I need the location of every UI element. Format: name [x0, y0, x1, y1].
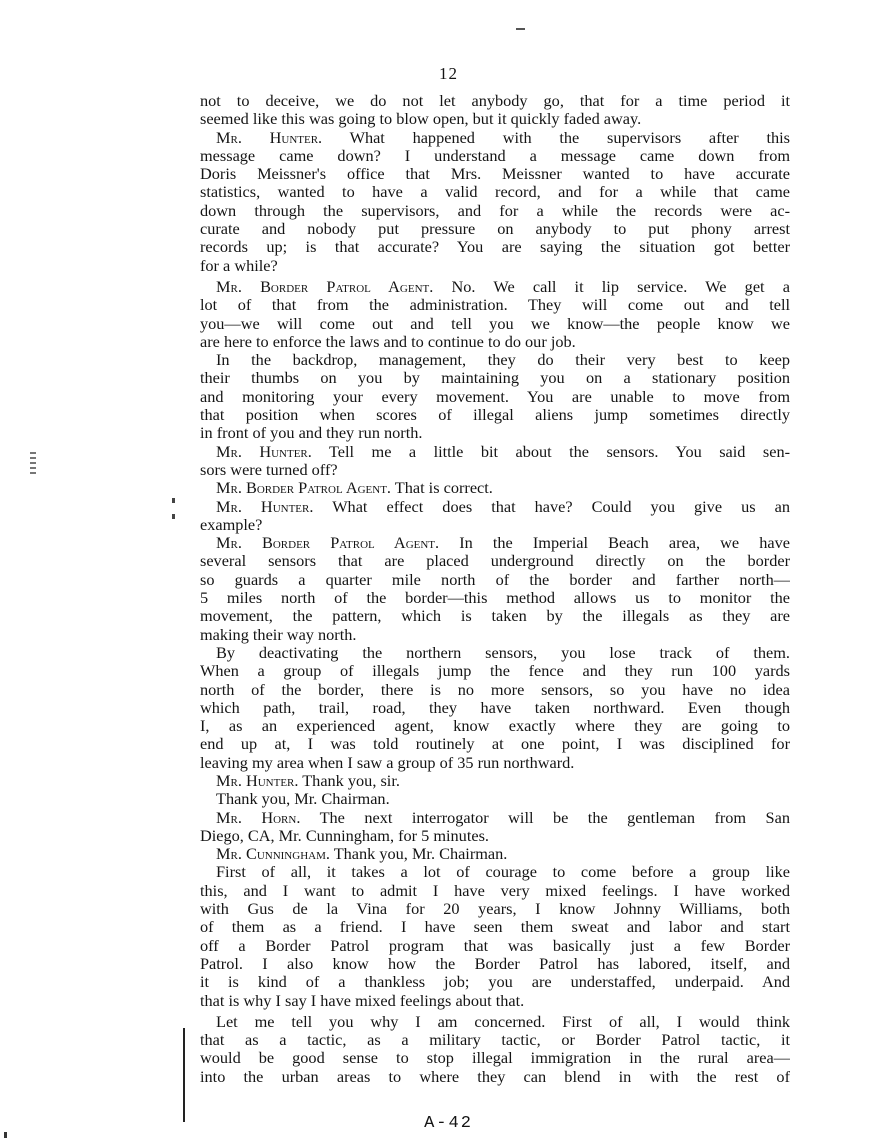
line-text: Tell me a little bit about the sensors. You said sen-: [311, 442, 790, 461]
transcript-line: [200, 1031, 790, 1049]
line-text: statistics, wanted to have a valid record, and for a while that came: [200, 183, 790, 202]
line-text: would be good sense to stop illegal immigration in the rural area—: [200, 1049, 790, 1068]
line-text: By deactivating the northern sensors, you lose track of them.: [216, 643, 790, 662]
line-text: message came down? I understand a message came down from: [200, 146, 790, 165]
transcript-line: [200, 552, 790, 570]
line-text: that as a tactic, as a military tactic, or Border Patrol tactic, it: [200, 1031, 790, 1050]
transcript-line: [200, 937, 790, 955]
margin-tick-mark: [172, 514, 175, 519]
line-text: In the backdrop, management, they do their very best to keep: [216, 351, 790, 370]
transcript-line: [200, 202, 790, 220]
transcript-line: [200, 571, 790, 589]
line-text: for a while?: [200, 256, 278, 275]
margin-tick-mark: [172, 498, 175, 503]
line-text: In the Imperial Beach area, we have: [439, 534, 790, 553]
transcript-line: [200, 1049, 790, 1067]
transcript-line: [200, 479, 790, 497]
transcript-line: [200, 827, 790, 845]
transcript-line: [200, 443, 790, 461]
transcript-line: [200, 220, 790, 238]
line-text: First of all, it takes a lot of courage to come before a group like: [216, 863, 790, 882]
line-text: Thank you, Mr. Chairman.: [216, 790, 390, 809]
line-text: What effect does that have? Could you give us an: [313, 497, 790, 516]
transcript-line: [200, 992, 790, 1010]
transcript-line: [200, 534, 790, 552]
transcript-line: [200, 238, 790, 256]
transcript-line: [200, 955, 790, 973]
line-text: with Gus de la Vina for 20 years, I know Johnny Williams, both: [200, 900, 790, 919]
speaker-name: Mr. Cunningham.: [216, 845, 330, 864]
line-text: No. We call it lip service. We get a: [433, 277, 790, 296]
page-number: 12: [439, 64, 458, 83]
transcript-line: [200, 1013, 790, 1031]
transcript-line: [200, 699, 790, 717]
transcript-line: [200, 918, 790, 936]
line-text: you—we will come out and tell you we know—the people know we: [200, 314, 790, 333]
speaker-name: Mr. Horn.: [216, 808, 301, 827]
transcript-line: [200, 498, 790, 516]
transcript-line: [200, 406, 790, 424]
line-text: Diego, CA, Mr. Cunningham, for 5 minutes.: [200, 826, 489, 845]
line-text: What happened with the supervisors after this: [322, 128, 790, 147]
line-text: curate and nobody put pressure on anybody to put phony arrest: [200, 220, 790, 239]
line-text: their thumbs on you by maintaining you on a stationary position: [200, 369, 790, 388]
transcript-line: [200, 165, 790, 183]
transcript-line: [200, 882, 790, 900]
speaker-name: Mr. Hunter.: [216, 497, 314, 516]
line-text: 5 miles north of the border—this method allows us to monitor the: [200, 589, 790, 608]
line-text: Doris Meissner's office that Mrs. Meissner wanted to have accurate: [200, 165, 790, 184]
line-text: into the urban areas to where they can blend in with the rest of: [200, 1067, 790, 1086]
speaker-name: Mr. Border Patrol Agent.: [216, 479, 391, 498]
line-text: of them as a friend. I have seen them sweat and labor and start: [200, 918, 790, 937]
transcript-line: [200, 257, 790, 275]
transcript-line: [200, 681, 790, 699]
transcript-line: [200, 809, 790, 827]
line-text: Thank you, Mr. Chairman.: [329, 845, 508, 864]
line-text: that is why I say I have mixed feelings about that.: [200, 991, 525, 1010]
line-text: several sensors that are placed underground directly on the border: [200, 552, 790, 571]
transcript-line: [200, 183, 790, 201]
transcript-line: [200, 147, 790, 165]
hearing-transcript-body: [200, 92, 790, 1086]
transcript-line: [200, 863, 790, 881]
line-text: seemed like this was going to blow open, but it quickly faded away.: [200, 110, 642, 129]
line-text: making their way north.: [200, 625, 357, 644]
transcript-line: [200, 333, 790, 351]
transcript-line: [200, 662, 790, 680]
line-text: not to deceive, we do not let anybody go, that for a time period it: [200, 92, 790, 110]
transcript-line: [200, 461, 790, 479]
transcript-line: [200, 516, 790, 534]
transcript-line: [200, 129, 790, 147]
line-text: leaving my area when I saw a group of 35 run northward.: [200, 753, 575, 772]
line-text: north of the border, there is no more sensors, so you have no idea: [200, 680, 790, 699]
transcript-line: [200, 790, 790, 808]
line-text: movement, the pattern, which is taken by the illegals as they are: [200, 607, 790, 626]
speaker-name: Mr. Hunter.: [216, 442, 312, 461]
transcript-line: [200, 296, 790, 314]
line-text: end up at, I was told routinely at one point, I was disciplined for: [200, 735, 790, 754]
transcript-line: [200, 351, 790, 369]
line-text: are here to enforce the laws and to continue to do our job.: [200, 332, 576, 351]
margin-scan-marks: [30, 452, 36, 474]
margin-vertical-bar: [183, 1028, 185, 1122]
speaker-name: Mr. Border Patrol Agent.: [216, 277, 434, 296]
line-text: Let me tell you why I am concerned. First of all, I would think: [216, 1012, 790, 1031]
line-text: down through the supervisors, and for a while the records were ac-: [200, 201, 790, 220]
speaker-name: Mr. Border Patrol Agent.: [216, 534, 440, 553]
transcript-line: [200, 735, 790, 753]
transcript-line: [200, 589, 790, 607]
page-top-mark: [516, 28, 525, 30]
line-text: Thank you, sir.: [298, 771, 400, 790]
line-text: The next interrogator will be the gentleman from San: [300, 808, 790, 827]
transcript-line: [200, 717, 790, 735]
transcript-line: [200, 315, 790, 333]
line-text: When a group of illegals jump the fence and they run 100 yards: [200, 662, 790, 681]
transcript-line: [200, 973, 790, 991]
speaker-name: Mr. Hunter.: [216, 128, 323, 147]
speaker-name: Mr. Hunter.: [216, 771, 299, 790]
transcript-line: [200, 644, 790, 662]
line-text: that position when scores of illegal aliens jump sometimes directly: [200, 406, 790, 425]
line-text: off a Border Patrol program that was basically just a few Border: [200, 936, 790, 955]
transcript-line: [200, 278, 790, 296]
line-text: and monitoring your every movement. You are unable to move from: [200, 387, 790, 406]
line-text: I, as an experienced agent, know exactly where they are going to: [200, 717, 790, 736]
transcript-line: [200, 92, 790, 110]
line-text: which path, trail, road, they have taken northward. Even though: [200, 698, 790, 717]
transcript-line: [200, 607, 790, 625]
transcript-line: [200, 772, 790, 790]
line-text: this, and I want to admit I have very mixed feelings. I have worked: [200, 881, 790, 900]
line-text: it is kind of a thankless job; you are understaffed, underpaid. And: [200, 973, 790, 992]
transcript-line: [200, 900, 790, 918]
line-text: That is correct.: [391, 479, 493, 498]
line-text: lot of that from the administration. They will come out and tell: [200, 296, 790, 315]
line-text: so guards a quarter mile north of the border and farther north—: [200, 570, 790, 589]
line-text: example?: [200, 515, 263, 534]
transcript-line: [200, 626, 790, 644]
transcript-line: [200, 110, 790, 128]
line-text: records up; is that accurate? You are saying the situation got better: [200, 238, 790, 257]
transcript-line: [200, 369, 790, 387]
transcript-line: [200, 1068, 790, 1086]
line-text: sors were turned off?: [200, 460, 338, 479]
line-text: in front of you and they run north.: [200, 424, 423, 443]
transcript-line: [200, 424, 790, 442]
footer-page-code: A-42: [424, 1114, 473, 1133]
transcript-line: [200, 388, 790, 406]
transcript-line: [200, 845, 790, 863]
transcript-line: [200, 754, 790, 772]
line-text: Patrol. I also know how the Border Patrol has labored, itself, and: [200, 954, 790, 973]
